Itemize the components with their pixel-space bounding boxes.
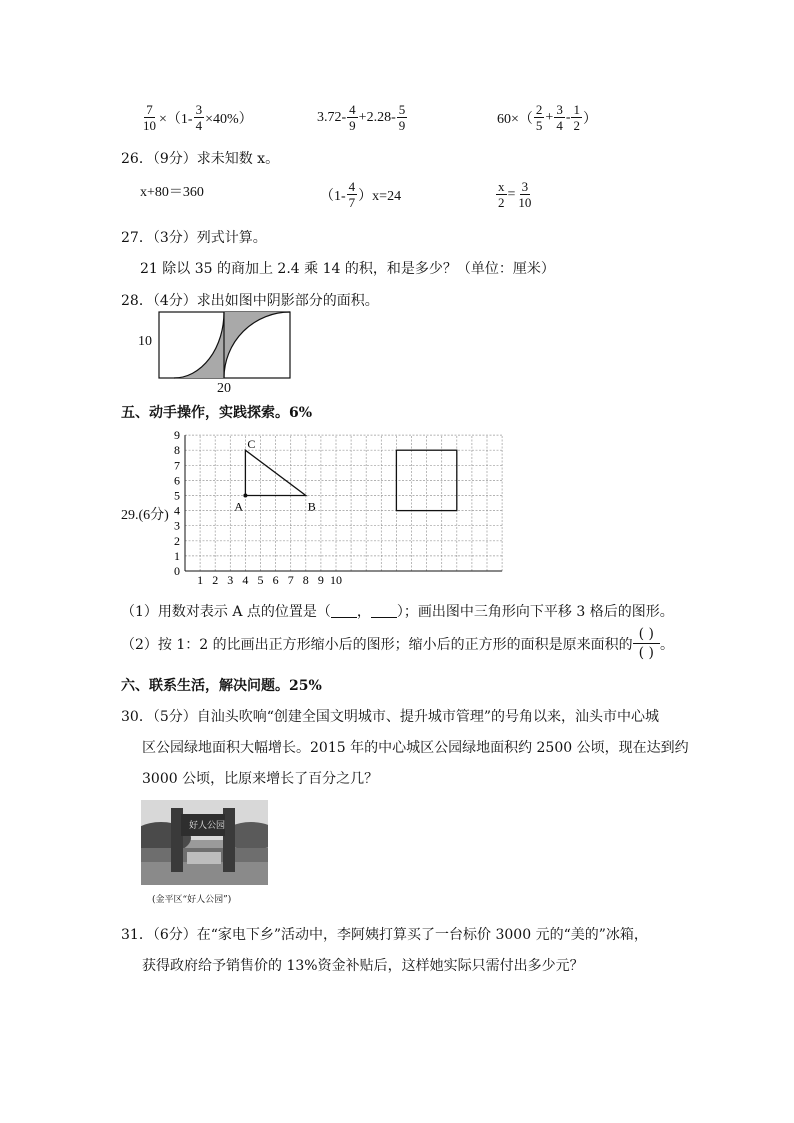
fraction: $\frac{x}{2}$ [498, 179, 505, 210]
coordinate-grid [170, 430, 510, 590]
x-tick-label: 10 [330, 573, 342, 587]
q29-label: 29.(6分) [121, 508, 169, 523]
fraction: $\frac{5}{9}$ [398, 102, 406, 133]
y-tick-label: 6 [174, 473, 180, 488]
y-tick-label: 7 [174, 458, 180, 473]
q29-sub1: （1）用数对表示 A 点的位置是（ ， ）；画出图中三角形向下平移 3 格后的图形。 [121, 604, 674, 620]
x-tick-label: 2 [212, 573, 219, 587]
x-tick-label: 8 [302, 573, 309, 587]
q26-equation-1: x+80＝360 [140, 185, 204, 200]
fraction: $\frac{1}{2}$ [573, 102, 580, 133]
x-tick-label: 1 [197, 573, 204, 587]
height-label: 10 [138, 334, 152, 349]
x-tick-label: 3 [227, 573, 234, 587]
park-sign-text: 好人公园 [189, 821, 226, 831]
y-tick-label: 5 [174, 488, 180, 503]
y-tick-label: 2 [174, 533, 180, 548]
q30-line-2: 区公园绿地面积大幅增长。2015 年的中心城区公园绿地面积约 2500 公顷，现在达到约 [142, 740, 689, 756]
fraction: $\frac{3}{4}$ [556, 102, 563, 133]
point-a-label: A [234, 499, 244, 514]
answer-blank-x[interactable] [331, 605, 357, 618]
q25-expression-1: $\frac{7}{10}$ ×（1- $\frac{3}{4}$ ×40%） [143, 102, 253, 133]
y-tick-label: 3 [174, 518, 180, 533]
photo-caption: (金平区“好人公园”) [152, 895, 232, 905]
q27-title: 27．（3分）列式计算。 [121, 230, 267, 246]
answer-blank-y[interactable] [371, 605, 397, 618]
fraction: $\frac{4}{9}$ [349, 102, 356, 133]
q29-sub2: （2）按 1：2 的比画出正方形缩小后的图形；缩小后的正方形的面积是原来面积的 ( ) ( ) 。 [121, 626, 674, 661]
q25-expression-2: 3.72- $\frac{4}{9}$ +2.28- $\frac{5}{9}$ [317, 102, 406, 133]
q26-equation-3: $\frac{x}{2}$ = $\frac{3}{10}$ [498, 179, 532, 210]
shaded-area-diagram [130, 308, 300, 398]
park-photo [141, 800, 268, 885]
x-tick-label: 7 [287, 573, 294, 587]
park-photo-illustration [141, 800, 268, 885]
q30-line-1: 30．（5分）自汕头吹响“创建全国文明城市、提升城市管理”的号角以来，汕头市中心城 [121, 709, 660, 725]
section-6-heading: 六、联系生活，解决问题。25% [121, 678, 322, 694]
x-tick-label: 5 [257, 573, 264, 587]
x-tick-label: 6 [272, 573, 279, 587]
section-5-heading: 五、动手操作，实践探索。6% [121, 405, 313, 421]
width-label: 20 [217, 381, 231, 396]
q31-line-1: 31．（6分）在“家电下乡”活动中，李阿姨打算买了一台标价 3000 元的“美的”冰箱， [121, 927, 648, 943]
q30-line-3: 3000 公顷，比原来增长了百分之几？ [142, 771, 379, 787]
q25-expression-3: 60×（ $\frac{2}{5}$ + $\frac{3}{4}$ - $\frac{1}{2}$ ） [497, 102, 597, 133]
point-a-dot [243, 494, 247, 498]
y-tick-label: 1 [174, 548, 180, 563]
q26-title: 26．（9分）求未知数 x。 [121, 151, 280, 167]
x-tick-label: 4 [242, 573, 249, 587]
y-tick-label: 9 [174, 430, 180, 443]
q31-line-2: 获得政府给予销售价的 13%资金补贴后，这样她实际只需付出多少元？ [142, 958, 584, 974]
y-tick-label: 0 [174, 564, 180, 578]
q28-title: 28．（4分）求出如图中阴影部分的面积。 [121, 293, 379, 309]
y-tick-label: 8 [174, 443, 180, 458]
fraction: $\frac{2}{5}$ [535, 102, 543, 133]
point-c-label: C [247, 437, 256, 452]
fraction: $\frac{4}{7}$ [348, 179, 356, 210]
fraction: $\frac{7}{10}$ [143, 102, 156, 133]
grid-svg [170, 430, 510, 590]
q26-equation-2: （1- $\frac{4}{7}$ ）x=24 [320, 179, 402, 210]
fraction: $\frac{3}{4}$ [195, 102, 203, 133]
answer-fraction[interactable]: ( ) ( ) [633, 627, 660, 660]
x-tick-label: 9 [317, 573, 324, 587]
shaded-area-figure [130, 308, 300, 398]
point-b-label: B [307, 499, 316, 514]
y-tick-label: 4 [174, 503, 180, 518]
q27-body: 21 除以 35 的商加上 2.4 乘 14 的积，和是多少？（单位：厘米） [140, 261, 555, 277]
fraction: $\frac{3}{10}$ [518, 179, 532, 210]
